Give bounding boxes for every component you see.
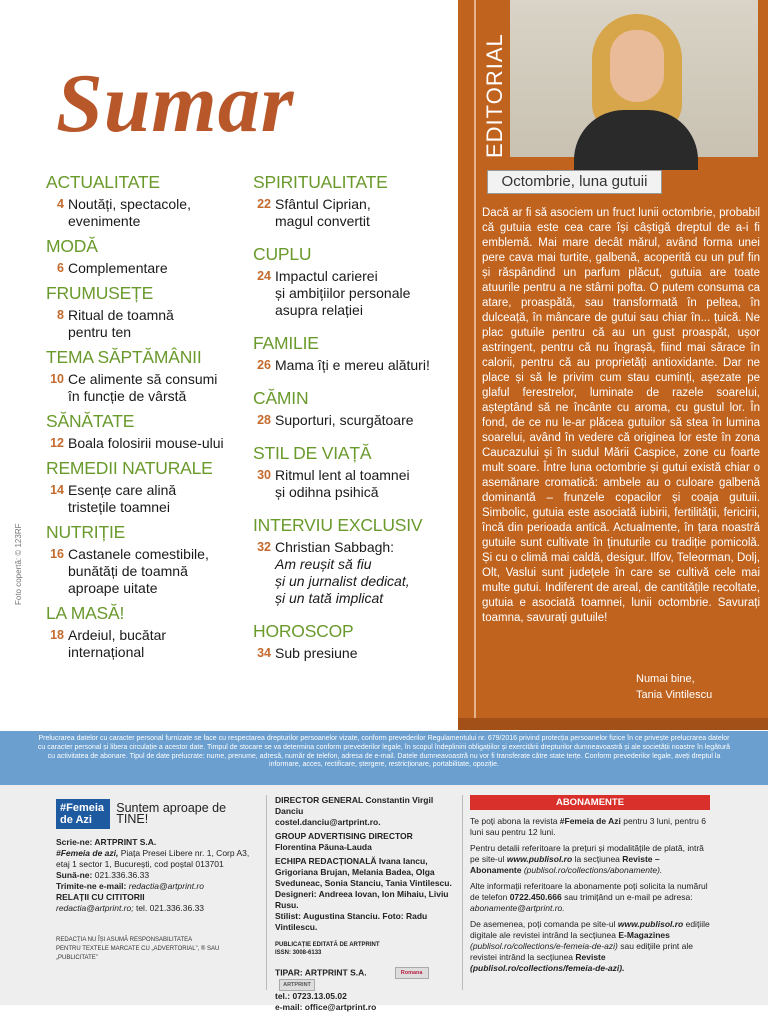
toc-section bbox=[46, 236, 246, 277]
toc-entry-line: tristețile toamnei bbox=[68, 499, 170, 515]
disclaimer bbox=[56, 936, 256, 963]
toc-section bbox=[46, 603, 246, 661]
decorative-stripe bbox=[474, 0, 476, 718]
print-label: TIPAR: ARTPRINT S.A. bbox=[275, 967, 367, 978]
partner-stamp-logo: Romana bbox=[395, 967, 429, 979]
toc-page-number: 12 bbox=[50, 436, 64, 450]
write-address bbox=[56, 848, 256, 870]
slogan: Suntem aproape de TINE! bbox=[116, 801, 227, 826]
toc-entry-line: Ritmul lent al toamnei bbox=[275, 467, 410, 483]
toc-entry-line: bunătăți de toamnă bbox=[68, 563, 188, 579]
section-span: E-Magazines bbox=[618, 930, 670, 940]
signature-author: Tania Vintilescu bbox=[636, 689, 713, 701]
toc-section-title: CUPLU bbox=[253, 244, 312, 264]
subscriptions-title: ABONAMENTE bbox=[470, 795, 710, 810]
toc-page-number: 34 bbox=[257, 646, 271, 660]
readers-email[interactable]: redactia@artprint.ro; bbox=[56, 903, 134, 913]
toc-page-number: 14 bbox=[50, 483, 64, 497]
dg-name: Constantin Virgil Danciu bbox=[275, 795, 434, 816]
dg-email[interactable]: costel.danciu@artprint.ro. bbox=[275, 817, 381, 827]
toc-entry-title bbox=[68, 546, 246, 597]
email-line bbox=[56, 881, 256, 892]
editorial-text: Dacă ar fi să asociem un fruct lunii octombrie, probabil că gutuia este cea care își câștigă dreptul de a-i fi emblemă. Mai mare decât mărul, având forma unei pere cava mai turtite, galbenă, acoperită cu un puf fin și răspândind un parfum plăcut, gutuia are toate atuurile pentru a ne stârni pofta. O putem consuma ca atare, proaspătă, sau transformată în peltea, în dulceață, în mâncare de gutui sau chiar în... țuică. Ne plac gutuile pentru că au un gust proaspăt, ușor astringent, pentru că nu îngrașă, fiind mai sărace în calorii, pentru că au proprietăți antioxidante. Dar ne place și să le privim cum stau cuminți, așezate pe glaful ferestrelor, luminate de razele soarelui, așteptând să ne încânte cu aroma, cu gustul lor. În fond, de ce nu le-ar plăcea gutuilor să stea în lumina soarelui, având în vedere că originea lor este în zona Caucazului și în sudul Mării Caspice, zone cu foarte mult soare. Între luna octombrie și gutui există chiar o asemănare cromatică: ambele au o culoare galbenă dominantă – frunzele copacilor și coaja gutuii. Simbolic, gutuia este asociată iubirii, fertilității, fericirii, încă din perioada antică. Actualmente, în țara noastră gutuile sunt cultivate în ținuturile cu tradiție pomicolă. Și cu o climă mai caldă, desigur. Ilfov, Teleorman, Dolj, Olt, Vaslui sunt județele în care se cultivă cele mai multe gutui. Indiferent de areal, de cantitățile recoltate, gutuia e asociată toamnei, lunii octombrie. Savurați toamna, savurați gutuile! bbox=[482, 207, 760, 624]
text-span: edițiile digitale ale revistei intrând la secțiunea bbox=[470, 919, 710, 940]
editorial-panel bbox=[458, 0, 768, 730]
toc-entry[interactable] bbox=[253, 196, 453, 230]
toc-entry-line: pentru ten bbox=[68, 324, 132, 340]
author-photo bbox=[510, 0, 758, 157]
toc-page-number: 26 bbox=[257, 358, 271, 372]
logo-line-1: #Femeia bbox=[60, 802, 105, 814]
toc-section bbox=[253, 443, 453, 501]
toc-entry-title bbox=[275, 467, 453, 501]
email-link[interactable]: redactia@artprint.ro bbox=[126, 881, 204, 891]
toc-page-number: 10 bbox=[50, 372, 64, 386]
toc-entry-title bbox=[275, 196, 453, 230]
stylist-name: Augustina Stanciu. bbox=[300, 911, 381, 921]
disclaimer-line-2: PENTRU TEXTELE MARCATE CU „ADVERTORIAL”, ® SAU „PUBLICITATE” bbox=[56, 946, 220, 961]
toc-entry-line: asupra relației bbox=[275, 302, 363, 318]
toc-entry[interactable] bbox=[253, 645, 453, 662]
toc-section bbox=[46, 347, 246, 405]
toc-entry-title bbox=[68, 307, 246, 341]
toc-section-title: CĂMIN bbox=[253, 388, 309, 408]
decorative-bottom-band bbox=[458, 718, 768, 730]
toc-entry-title bbox=[275, 539, 453, 607]
toc-entry-line: Boala folosirii mouse-ului bbox=[68, 435, 224, 451]
toc-entry-line: Esențe care alină bbox=[68, 482, 177, 498]
toc-entry-line: și odihna psihică bbox=[275, 484, 379, 500]
photo-credit: Foto copertă: © 123RF bbox=[14, 523, 23, 605]
toc-entry-line: evenimente bbox=[68, 213, 141, 229]
footer-divider bbox=[462, 795, 463, 990]
toc-entry-title bbox=[68, 435, 246, 452]
toc-entry[interactable] bbox=[46, 307, 246, 341]
section-span: Reviste bbox=[575, 952, 606, 962]
photo-face-shape bbox=[610, 30, 664, 102]
stylist-label: Stilist: bbox=[275, 911, 301, 921]
toc-section-title: HOROSCOP bbox=[253, 621, 354, 641]
toc-entry-title bbox=[68, 371, 246, 405]
toc-section bbox=[46, 283, 246, 341]
editorial-heading: Octombrie, luna gutuii bbox=[487, 170, 662, 194]
toc-page-number: 18 bbox=[50, 628, 64, 642]
brand-span: #Femeia de Azi bbox=[559, 816, 621, 826]
toc-entry[interactable] bbox=[46, 260, 246, 277]
ad-label: GROUP ADVERTISING DIRECTOR bbox=[275, 831, 413, 841]
toc-page-number: 30 bbox=[257, 468, 271, 482]
collection-link[interactable]: (publisol.ro/collections/e-femeia-de-azi) bbox=[470, 941, 618, 951]
signature-greeting: Numai bine, bbox=[636, 673, 695, 685]
toc-page-number: 24 bbox=[257, 269, 271, 283]
design-names: Andreea Iovan, Ion Mihaiu, Liviu Rusu. bbox=[275, 889, 449, 910]
toc-section-title: TEMA SĂPTĂMÂNII bbox=[46, 347, 202, 367]
toc-section bbox=[253, 515, 453, 607]
toc-entry-line: și ambițiilor personale bbox=[275, 285, 411, 301]
dg-label: DIRECTOR GENERAL bbox=[275, 795, 364, 805]
toc-entry-line: în funcție de vârstă bbox=[68, 388, 187, 404]
subscriptions-para-3 bbox=[470, 881, 710, 914]
toc-column-left bbox=[46, 172, 246, 667]
photo-name: Radu Vintilescu. bbox=[275, 911, 428, 932]
team-names: Ivana Iancu, Grigoriana Brujan, Melania Badea, Olga Sveduneac, Sonia Stanciu, Tania Vintilescu. bbox=[275, 856, 452, 888]
toc-entry-line: Complementare bbox=[68, 260, 168, 276]
page-title: Sumar bbox=[56, 57, 295, 150]
photo-label: Foto: bbox=[382, 911, 404, 921]
toc-section-title: NUTRIȚIE bbox=[46, 522, 126, 542]
staff-column bbox=[275, 795, 460, 1013]
text-span: sau trimițând un e-mail pe adresa: bbox=[561, 892, 693, 902]
toc-entry-line: Suporturi, scurgătoare bbox=[275, 412, 414, 428]
toc-entry-title bbox=[275, 412, 453, 429]
text-span: pentru 3 luni, pentru 6 luni sau pentru 12 luni. bbox=[470, 816, 706, 837]
phone-span: 0722.450.666 bbox=[509, 892, 562, 902]
toc-entry[interactable] bbox=[253, 539, 453, 607]
privacy-banner bbox=[0, 731, 768, 785]
call-label: Sună-ne: bbox=[56, 870, 93, 880]
toc-section bbox=[46, 458, 246, 516]
email-label: Trimite-ne e-mail: bbox=[56, 881, 127, 891]
privacy-text: Prelucrarea datelor cu caracter personal furnizate se face cu respectarea drepturilor persoanelor vizate, conform prevederilor Regulamentului nr. 679/2016 privind protecția persoanelor fizice în ce privește prelucrarea datelor cu caracter personal și libera circulație a acestor date. Timpul de stocare se va determina conform prevederilor legale, în scopul îndeplinirii obligațiilor și exercitării drepturilor dumneavoastră și ale societății noastre în legătură cu activitatea de abonare. Tipul de date prelucrate: nume, prenume, adresă, număr de telefon, adresa de e-mail. Datele dumneavoastră nu vor fi transferate către state terțe. Conform prevederilor legale, aveți dreptul la informare, acces, rectificare, ștergere, restricționare, portabilitate, opoziție. bbox=[37, 735, 731, 769]
toc-page-number: 6 bbox=[57, 261, 64, 275]
readers-tel: tel. 021.336.36.33 bbox=[133, 903, 205, 913]
toc-section-title: REMEDII NATURALE bbox=[46, 458, 213, 478]
toc-section-title: FAMILIE bbox=[253, 333, 319, 353]
disclaimer-line-1: REDACȚIA NU ÎȘI ASUMĂ RESPONSABILITATEA bbox=[56, 937, 193, 943]
toc-entry-italic-line: și un tată implicat bbox=[275, 590, 384, 606]
subscriptions-column bbox=[470, 795, 710, 979]
toc-entry[interactable] bbox=[46, 196, 246, 230]
toc-section bbox=[253, 388, 453, 429]
toc-section-title: ACTUALITATE bbox=[46, 172, 160, 192]
text-span: Alte informații referitoare la abonamente poți solicita la numărul de telefon bbox=[470, 881, 708, 902]
toc-entry-line: internațional bbox=[68, 644, 145, 660]
toc-entry[interactable] bbox=[253, 357, 453, 374]
toc-section bbox=[46, 522, 246, 597]
toc-section-title: SPIRITUALITATE bbox=[253, 172, 388, 192]
toc-column-right bbox=[253, 172, 453, 668]
toc-section bbox=[253, 244, 453, 319]
toc-entry-title bbox=[68, 260, 246, 277]
toc-entry-line: Sub presiune bbox=[275, 645, 358, 661]
toc-entry-line: Christian Sabbagh: bbox=[275, 539, 395, 555]
team-label: ECHIPA REDACȚIONALĂ bbox=[275, 856, 377, 866]
toc-entry[interactable] bbox=[46, 546, 246, 597]
contact-column bbox=[56, 795, 256, 963]
masthead-footer bbox=[0, 785, 768, 1012]
call-value: 021.336.36.33 bbox=[92, 870, 150, 880]
text-span: De asemenea, poți comanda pe site-ul bbox=[470, 919, 618, 929]
email-link[interactable]: abonamente@artprint.ro. bbox=[470, 903, 565, 913]
toc-entry[interactable] bbox=[46, 482, 246, 516]
toc-entry-line: Impactul carierei bbox=[275, 268, 378, 284]
toc-entry-title bbox=[275, 268, 453, 319]
toc-page-number: 4 bbox=[57, 197, 64, 211]
toc-page-number: 8 bbox=[57, 308, 64, 322]
subscriptions-para-1 bbox=[470, 816, 710, 838]
toc-entry[interactable] bbox=[46, 435, 246, 452]
toc-page-number: 32 bbox=[257, 540, 271, 554]
design-label: Designeri: bbox=[275, 889, 317, 899]
toc-entry-line: Ardeiul, bucătar bbox=[68, 627, 167, 643]
toc-entry-line: Mama îți e mereu alături! bbox=[275, 357, 430, 373]
photo-body-shape bbox=[574, 110, 698, 170]
toc-entry[interactable] bbox=[253, 467, 453, 501]
toc-entry-title bbox=[275, 357, 453, 374]
toc-section bbox=[253, 621, 453, 662]
toc-entry-title bbox=[68, 196, 246, 230]
publication-label: PUBLICAȚIE EDITATĂ DE ARTPRINT bbox=[275, 942, 380, 948]
toc-entry-line: Sfântul Ciprian, bbox=[275, 196, 371, 212]
toc-section-title: LA MASĂ! bbox=[46, 603, 125, 623]
magazine-logo bbox=[56, 799, 110, 829]
toc-section bbox=[46, 411, 246, 452]
editorial-signature bbox=[636, 671, 712, 703]
toc-section-title: FRUMUSEȚE bbox=[46, 283, 154, 303]
toc-entry-title bbox=[68, 482, 246, 516]
toc-entry-italic-line: și un jurnalist dedicat, bbox=[275, 573, 410, 589]
write-address-brand: #Femeia de azi, bbox=[56, 848, 119, 858]
toc-section bbox=[253, 333, 453, 374]
print-email[interactable]: e-mail: office@artprint.ro bbox=[275, 1002, 377, 1012]
toc-entry-line: Noutăți, spectacole, bbox=[68, 196, 191, 212]
write-label: Scrie-ne: ARTPRINT S.A. bbox=[56, 837, 157, 847]
site-link[interactable]: www.publisol.ro bbox=[506, 854, 573, 864]
text-span: la secțiunea bbox=[572, 854, 623, 864]
text-span: Pentru detalii referitoare la prețuri și modalitățile de plată, intră pe site-ul bbox=[470, 843, 704, 864]
toc-entry[interactable] bbox=[253, 268, 453, 319]
toc-entry-line: magul convertit bbox=[275, 213, 370, 229]
toc-entry-line: aproape uitate bbox=[68, 580, 158, 596]
toc-entry-title bbox=[275, 645, 453, 662]
artprint-stamp-logo: ARTPRINT bbox=[279, 979, 315, 991]
toc-page-number: 28 bbox=[257, 413, 271, 427]
toc-entry-line: Ce alimente să consumi bbox=[68, 371, 218, 387]
text-span: sau edițiile print ale revistei intrând la secțiunea bbox=[470, 941, 694, 962]
toc-page-number: 22 bbox=[257, 197, 271, 211]
collection-link[interactable]: (publisol.ro/collections/femeia-de-azi). bbox=[470, 963, 625, 973]
collection-link[interactable]: (publisol.ro/collections/abonamente). bbox=[521, 865, 663, 875]
footer-divider bbox=[266, 795, 267, 990]
logo-line-2: de Azi bbox=[60, 814, 92, 826]
toc-entry-line: Castanele comestibile, bbox=[68, 546, 209, 562]
call-line bbox=[56, 870, 256, 881]
ad-name: Florentina Păuna-Lauda bbox=[275, 842, 372, 852]
toc-page-number: 16 bbox=[50, 547, 64, 561]
write-address-text: Piața Presei Libere nr. 1, Corp A3, etaj 1 sector 1, București, cod poștal 013701 bbox=[56, 848, 250, 869]
site-link[interactable]: www.publisol.ro bbox=[617, 919, 684, 929]
toc-section bbox=[253, 172, 453, 230]
editorial-label: EDITORIAL bbox=[482, 33, 507, 158]
toc-entry-line: Ritual de toamnă bbox=[68, 307, 174, 323]
toc-section-title: STIL DE VIAȚĂ bbox=[253, 443, 372, 463]
section-span: Reviste – Abonamente bbox=[470, 854, 660, 875]
toc-entry-italic-line: Am reușit să fiu bbox=[275, 556, 372, 572]
subscriptions-para-4 bbox=[470, 919, 710, 974]
print-tel: tel.: 0723.13.05.02 bbox=[275, 991, 347, 1001]
readers-label: RELAȚII CU CITITORII bbox=[56, 892, 145, 902]
readers-line bbox=[56, 903, 256, 914]
toc-entry-title bbox=[68, 627, 246, 661]
toc-section bbox=[46, 172, 246, 230]
toc-entry[interactable] bbox=[46, 371, 246, 405]
toc-section-title: MODĂ bbox=[46, 236, 98, 256]
issn: ISSN: 3008-6133 bbox=[275, 950, 322, 956]
toc-entry[interactable] bbox=[46, 627, 246, 661]
toc-section-title: SĂNĂTATE bbox=[46, 411, 135, 431]
subscriptions-para-2 bbox=[470, 843, 710, 876]
toc-section-title: INTERVIU EXCLUSIV bbox=[253, 515, 423, 535]
text-span: Te poți abona la revista bbox=[470, 816, 560, 826]
toc-entry[interactable] bbox=[253, 412, 453, 429]
